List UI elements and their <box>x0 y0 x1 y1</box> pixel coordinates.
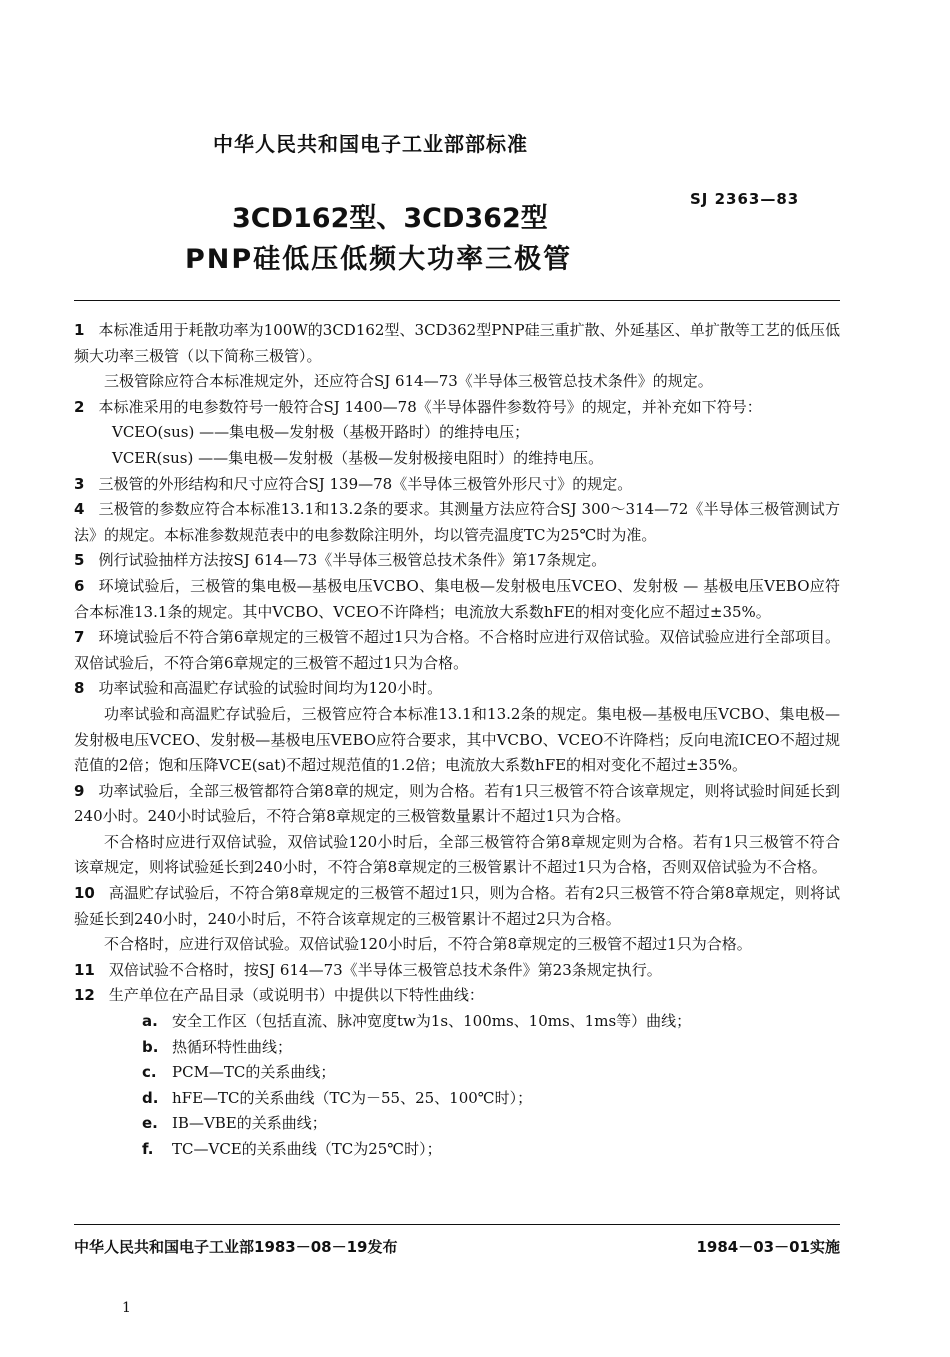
header-divider <box>74 300 840 301</box>
clause-text: 三极管除应符合本标准规定外，还应符合SJ 614—73《半导体三极管总技术条件》的规定。 <box>104 372 713 391</box>
list-item <box>74 1086 840 1112</box>
clause-number: 8 <box>74 679 85 698</box>
clause-text: 例行试验抽样方法按SJ 614—73《半导体三极管总技术条件》第17条规定。 <box>98 551 607 570</box>
list-item-label: a. <box>142 1012 158 1031</box>
standard-body <box>74 318 840 1163</box>
clause-text: 本标准采用的电参数符号一般符合SJ 1400—78《半导体器件参数符号》的规定，并补充如下符号： <box>98 397 762 416</box>
issue-date: 中华人民共和国电子工业部1983－08－19发布 <box>74 1238 398 1256</box>
list-item-text: TC—VCE的关系曲线（TC为25℃时）； <box>172 1140 442 1158</box>
clause-text: 高温贮存试验后，不符合第8章规定的三极管不超过1只，则为合格。若有2只三极管不符合第8章规定，则将试验延长到240小时，240小时后，不符合该章规定的三极管累计不超过2只为合格。 <box>74 884 840 928</box>
clause-number: 9 <box>74 781 85 800</box>
clause <box>74 702 840 779</box>
list-item-text: 安全工作区（包括直流、脉冲宽度tw为1s、100ms、10ms、1ms等）曲线； <box>172 1012 692 1031</box>
list-item-text: IB—VBE的关系曲线； <box>172 1114 327 1133</box>
clause-text: 三极管的外形结构和尺寸应符合SJ 139—78《半导体三极管外形尺寸》的规定。 <box>98 474 633 493</box>
document-title-line2: PNP硅低压低频大功率三极管 <box>185 244 573 275</box>
clause-text: 三极管的参数应符合本标准13.1和13.2条的要求。其测量方法应符合SJ 300～314—72《半导体三极管测试方法》的规定。本标准参数规范表中的电参数除注明外，均以管壳温度TC为25℃时为准。 <box>74 500 840 544</box>
clause <box>74 932 840 958</box>
issuing-authority: 中华人民共和国电子工业部部标准 <box>213 132 528 156</box>
document-title-line1: 3CD162型、3CD362型 <box>232 203 548 234</box>
page-number: 1 <box>122 1300 131 1316</box>
clause <box>74 318 840 369</box>
symbol-definition <box>74 420 840 446</box>
clause <box>74 472 840 498</box>
footer-divider <box>74 1224 840 1225</box>
clause <box>74 830 840 881</box>
clause-text: 功率试验后，全部三极管都符合第8章的规定，则为合格。若有1只三极管不符合该章规定，则将试验时间延长到240小时。240小时试验后，不符合第8章规定的三极管数量累计不超过1只为合格。 <box>74 781 840 826</box>
clause <box>74 983 840 1009</box>
clause <box>74 548 840 574</box>
clause-text: 功率试验和高温贮存试验的试验时间均为120小时。 <box>98 679 443 698</box>
clause <box>74 497 840 548</box>
clause-number: 5 <box>74 551 85 570</box>
list-item-label: e. <box>142 1114 158 1133</box>
clause-text: 环境试验后不符合第6章规定的三极管不超过1只为合格。不合格时应进行双倍试验。双倍试验应进行全部项目。双倍试验后，不符合第6章规定的三极管不超过1只为合格。 <box>74 628 840 672</box>
clause-text: 本标准适用于耗散功率为100W的3CD162型、3CD362型PNP硅三重扩散、外延基区、单扩散等工艺的低压低频大功率三极管（以下简称三极管）。 <box>74 321 840 365</box>
clause-text: VCER(sus) ——集电极—发射极（基极—发射极接电阻时）的维持电压。 <box>112 448 604 467</box>
list-item-label: f. <box>142 1140 154 1158</box>
clause-number: 11 <box>74 960 95 979</box>
clause <box>74 395 840 421</box>
list-item <box>74 1137 840 1163</box>
clause-text: 生产单位在产品目录（或说明书）中提供以下特性曲线： <box>108 986 484 1005</box>
list-item-text: PCM—TC的关系曲线； <box>172 1063 336 1082</box>
clause-text: 功率试验和高温贮存试验后，三极管应符合本标准13.1和13.2条的规定。集电极—基极电压VCBO、集电极—发射极电压VCEO、发射极—基极电压VEBO应符合要求，其中VCBO、VCEO不许降档；反向电流ICEO不超过规范值的2倍；饱和压降VCE(sat)不超过规范值的1.2倍；电流放大系数hFE的相对变化不超过±35%。 <box>74 704 840 775</box>
list-item-label: b. <box>142 1037 159 1056</box>
clause-number: 10 <box>74 884 95 903</box>
clause <box>74 625 840 676</box>
clause <box>74 881 840 932</box>
clause-number: 1 <box>74 321 85 339</box>
list-item-text: hFE—TC的关系曲线（TC为－55、25、100℃时）； <box>172 1088 533 1107</box>
clause-text: VCEO(sus) ——集电极—发射极（基极开路时）的维持电压； <box>112 423 530 442</box>
clause <box>74 779 840 830</box>
list-item <box>74 1009 840 1035</box>
list-item-label: d. <box>142 1088 159 1107</box>
clause-number: 6 <box>74 576 85 595</box>
symbol-definition <box>74 446 840 472</box>
effective-date: 1984－03－01实施 <box>696 1238 840 1256</box>
clause-text: 环境试验后，三极管的集电极—基极电压VCBO、集电极—发射极电压VCEO、发射极 — 基极电压VEBO应符合本标准13.1条的规定。其中VCBO、VCEO不许降档；电流放大系数hFE的相对变化应不超过±35%。 <box>74 576 840 621</box>
clause-number: 7 <box>74 628 85 647</box>
clause-number: 12 <box>74 986 95 1005</box>
clause-text: 不合格时应进行双倍试验，双倍试验120小时后，全部三极管符合第8章规定则为合格。若有1只三极管不符合该章规定，则将试验延长到240小时，不符合第8章规定的三极管累计不超过1只为合格，否则双倍试验为不合格。 <box>74 832 840 877</box>
list-item <box>74 1111 840 1137</box>
standard-number: SJ 2363—83 <box>690 190 800 208</box>
list-item-label: c. <box>142 1063 157 1082</box>
clause <box>74 574 840 625</box>
clause <box>74 958 840 984</box>
clause-number: 4 <box>74 500 85 519</box>
clause-text: 双倍试验不合格时，按SJ 614—73《半导体三极管总技术条件》第23条规定执行。 <box>108 960 662 979</box>
clause <box>74 369 840 395</box>
clause-number: 3 <box>74 474 85 493</box>
clause-number: 2 <box>74 397 85 416</box>
clause <box>74 676 840 702</box>
list-item <box>74 1060 840 1086</box>
list-item-text: 热循环特性曲线； <box>172 1037 293 1056</box>
clause-text: 不合格时，应进行双倍试验。双倍试验120小时后，不符合第8章规定的三极管不超过1只为合格。 <box>104 935 752 954</box>
list-item <box>74 1035 840 1061</box>
